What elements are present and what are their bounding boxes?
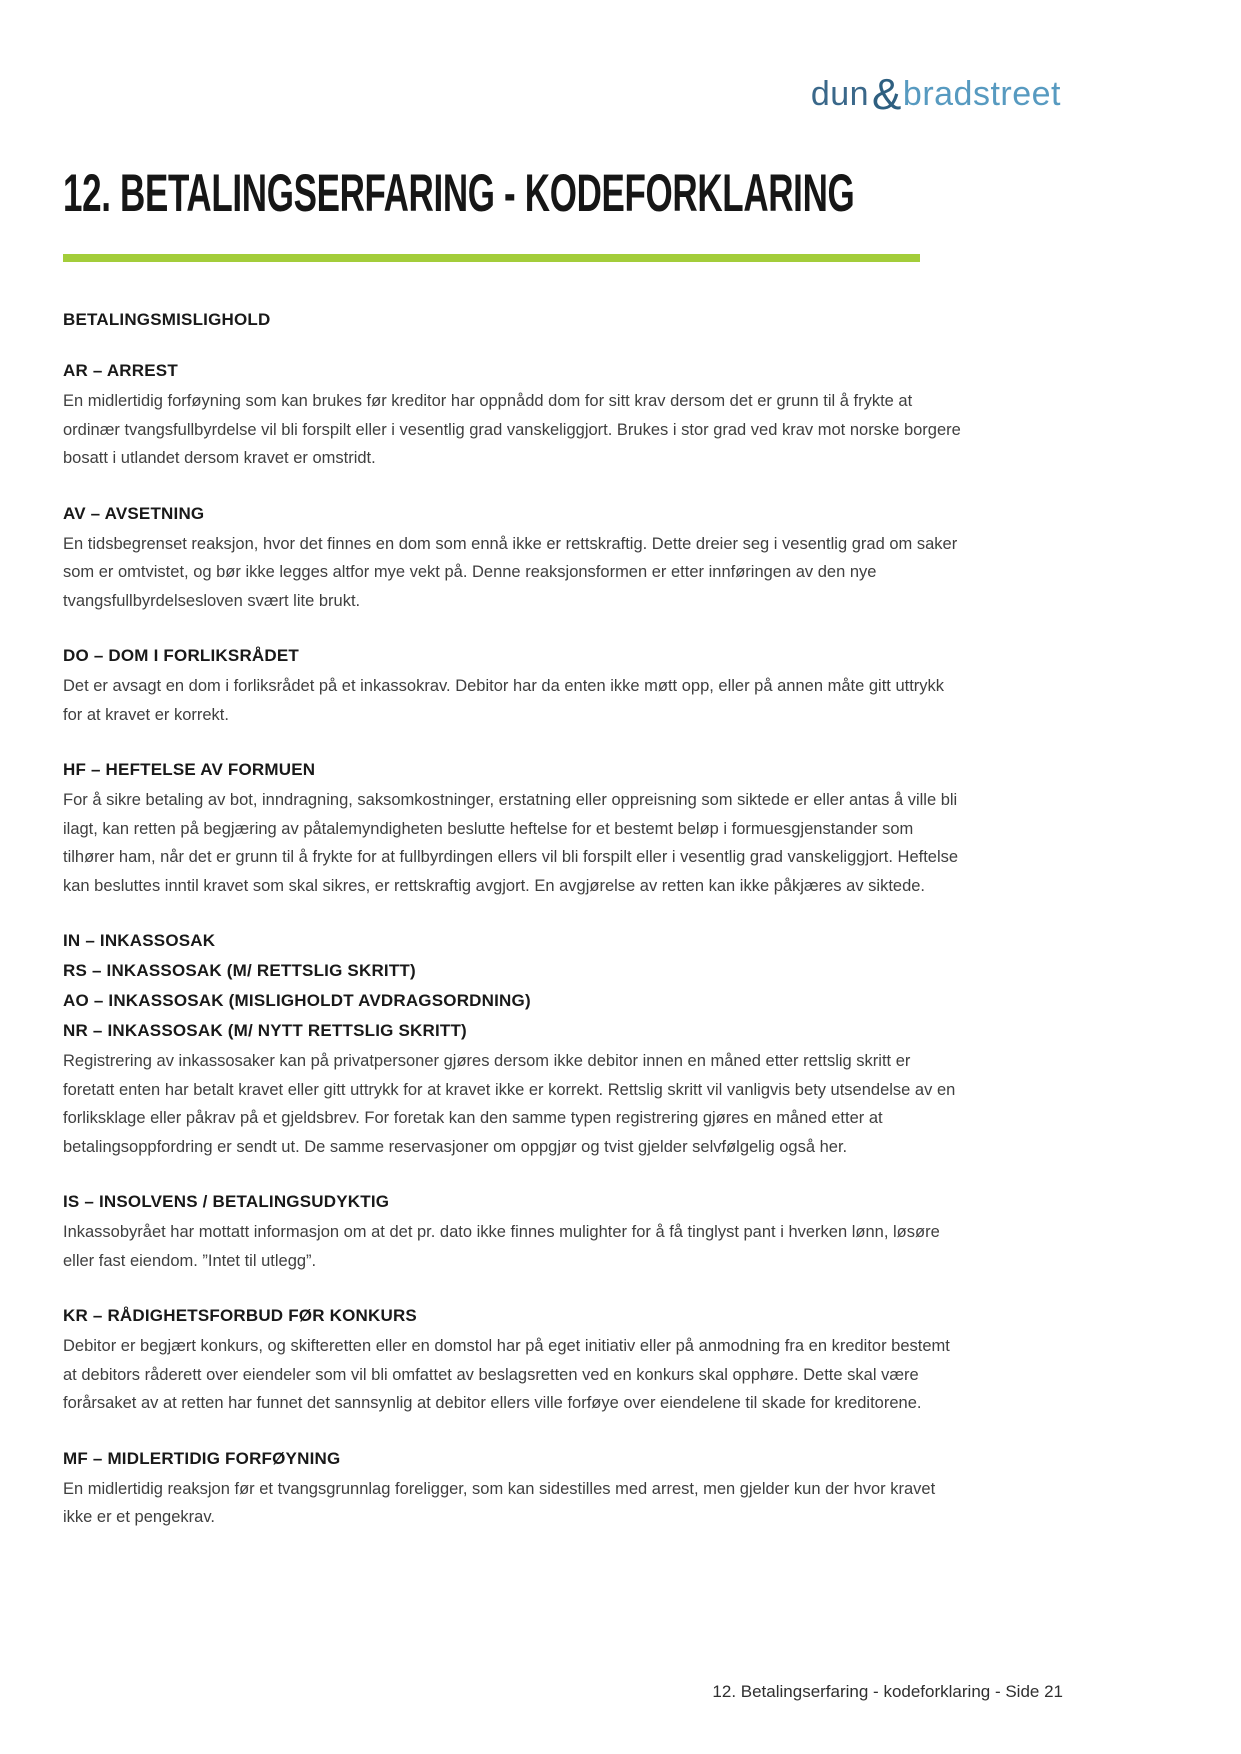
page-title: 12. BETALINGSERFARING - KODEFORKLARING: [63, 164, 855, 223]
logo-text-bradstreet: bradstreet: [902, 75, 1061, 113]
code-heading: IS – INSOLVENS / BETALINGSUDYKTIG: [63, 1192, 390, 1211]
code-description: Debitor er begjært konkurs, og skifteretten eller en domstol har på eget initiativ eller på anmodning fra en kreditor bestemt at debitors råderett over eiendeler som vil bli omfattet av beslagsretten ved en konkurs skal opphøre. Dette skal være forårsaket av at retten har funnet det sannsynlig at debitor ellers ville forføye over eiendelene til skade for kreditorene.: [63, 1337, 950, 1412]
code-description: Det er avsagt en dom i forliksrådet på et inkassokrav. Debitor har da enten ikke møtt opp, eller på annen måte gitt uttrykk for at kravet er korrekt.: [63, 677, 945, 724]
code-section-inkasso-group: [63, 926, 963, 1161]
document-body: [63, 310, 963, 1558]
code-heading: AR – ARREST: [63, 361, 178, 380]
code-heading: HF – HEFTELSE AV FORMUEN: [63, 760, 316, 779]
logo-text-dun: dun: [810, 75, 870, 113]
code-section-mf: [63, 1444, 963, 1532]
code-section-ar: [63, 356, 963, 473]
page-footer: 12. Betalingserfaring - kodeforklaring - Side 21: [712, 1682, 1063, 1701]
code-description: For å sikre betaling av bot, inndragning, saksomkostninger, erstatning eller oppreisning som siktede er eller antas å ville bli ilagt, kan retten på begjæring av påtalemyndigheten beslutte heftelse for et bestemt beløp i formuesgjenstander som tilhører ham, når det er grunn til å frykte for at fullbyrdingen ellers vil bli forspilt eller i vesentlig grad vanskeliggjort. Heftelse kan besluttes inntil kravet som skal sikres, er rettskraftig avgjort. En avgjørelse av retten kan ikke påkjæres av siktede.: [63, 791, 959, 895]
code-section-hf: [63, 755, 963, 900]
code-description: En tidsbegrenset reaksjon, hvor det finnes en dom som ennå ikke er rettskraftig. Dette dreier seg i vesentlig grad om saker som er omtvistet, og bør ikke legges altfor mye vekt på. Denne reaksjonsformen er etter innføringen av den nye tvangsfullbyrdelsesloven svært lite brukt.: [63, 534, 958, 610]
code-description: Inkassobyrået har mottatt informasjon om at det pr. dato ikke finnes mulighter for å få tinglyst pant i hverken lønn, løsøre eller fast eiendom. ”Intet til utlegg”.: [63, 1223, 940, 1270]
code-section-kr: [63, 1301, 963, 1418]
code-heading: RS – INKASSOSAK (M/ RETTSLIG SKRITT): [63, 961, 416, 980]
code-heading: IN – INKASSOSAK: [63, 931, 216, 950]
logo-ampersand-icon: &: [872, 70, 902, 119]
code-heading: MF – MIDLERTIDIG FORFØYNING: [63, 1448, 341, 1468]
code-heading: NR – INKASSOSAK (M/ NYTT RETTSLIG SKRITT): [63, 1021, 467, 1040]
code-description: Registrering av inkassosaker kan på privatpersoner gjøres dersom ikke debitor innen en måned etter rettslig skritt er foretatt enten har betalt kravet eller gitt uttrykk for at kravet ikke er korrekt. Rettslig skritt vil vanligvis bety utsendelse av en forliksklage eller påkrav på et gjeldsbrev. For foretak kan den samme typen registrering gjøres en måned etter at betalingsoppfordring er sendt ut. De samme reservasjoner om oppgjør og tvist gjelder selvfølgelig også her.: [63, 1052, 956, 1156]
code-section-av: [63, 499, 963, 616]
code-section-is: [63, 1187, 963, 1275]
code-description: En midlertidig reaksjon før et tvangsgrunnlag foreligger, som kan sidestilles med arrest, men gjelder kun der hvor kravet ikke er et pengekrav.: [63, 1479, 936, 1526]
dun-and-bradstreet-logo: [811, 70, 1061, 120]
code-heading: DO – DOM I FORLIKSRÅDET: [63, 646, 299, 665]
title-underline-bar: [63, 254, 920, 262]
code-heading: KR – RÅDIGHETSFORBUD FØR KONKURS: [63, 1306, 417, 1325]
code-section-do: [63, 641, 963, 729]
code-heading: AV – AVSETNING: [63, 503, 205, 523]
code-heading: AO – INKASSOSAK (MISLIGHOLDT AVDRAGSORDNING): [63, 991, 531, 1010]
group-heading-betalingsmislighold: BETALINGSMISLIGHOLD: [63, 310, 271, 329]
code-description: En midlertidig forføyning som kan brukes før kreditor har oppnådd dom for sitt krav dersom det er grunn til å frykte at ordinær tvangsfullbyrdelse vil bli forspilt eller i vesentlig grad vanskeliggjort. Brukes i stor grad ved krav mot norske borgere bosatt i utlandet dersom kravet er omstridt.: [63, 392, 961, 467]
